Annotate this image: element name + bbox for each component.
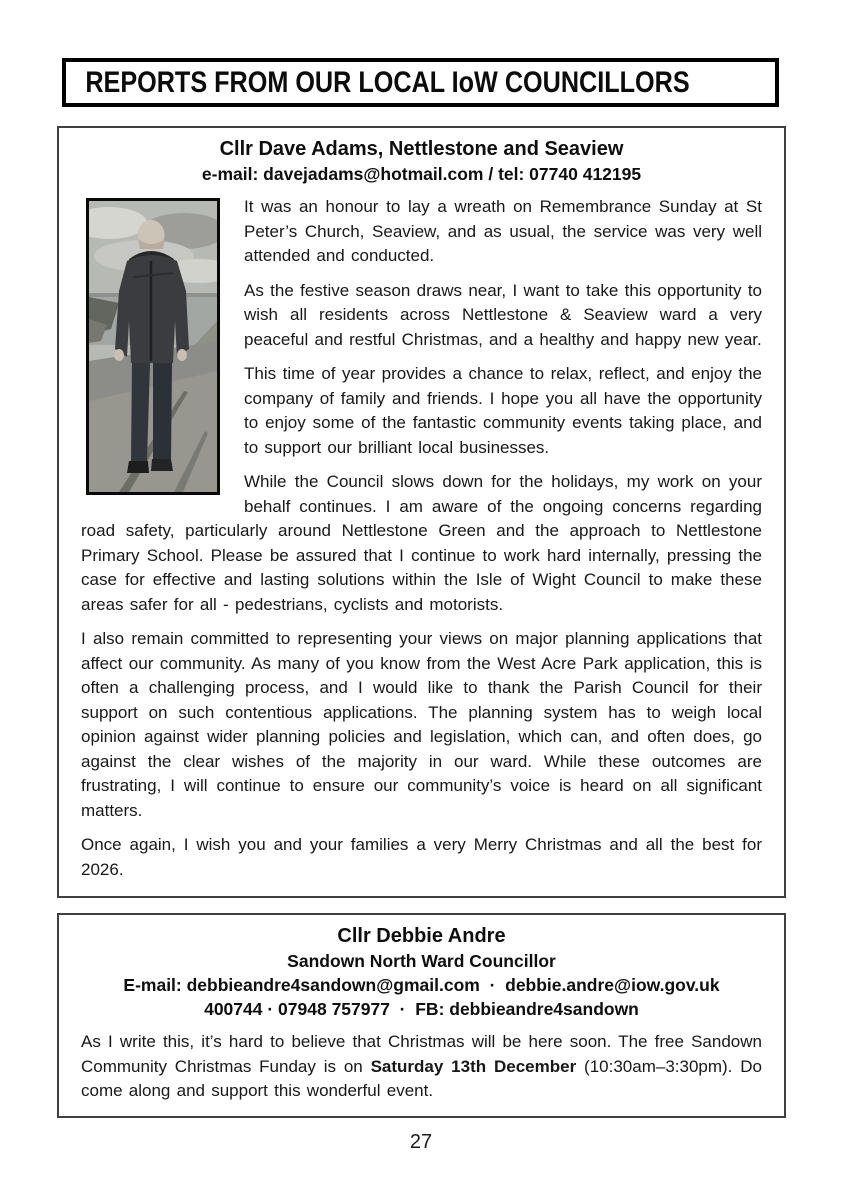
debbie-andre-heading: Cllr Debbie Andre (337, 925, 506, 947)
section-banner (62, 58, 779, 107)
debbie-andre-contact-phone: 400744 · 07948 757977 · FB: debbieandre4sandown (204, 999, 639, 1019)
debbie-andre-contact-email: E-mail: debbieandre4sandown@gmail.com · debbie.andre@iow.gov.uk (123, 975, 720, 995)
dave-paragraph-5: I also remain committed to representing your views on major planning applications that affect our community. As many of you know from the West Acre Park application, this is often a challenging process, and I would like to thank the Parish Council for their support on such contentious applications. The planning system has to weigh local opinion against wider planning policies and legislation, which can, and often does, go against the clear wishes of the majority in our ward. While these outcomes are frustrating, I will continue to ensure our community’s voice is heard on all significant matters. (81, 629, 762, 820)
councillor-photo (86, 198, 220, 495)
dave-adams-heading: Cllr Dave Adams, Nettlestone and Seaview (219, 138, 624, 160)
debbie-paragraph-bold-date: Saturday 13th December (370, 1056, 577, 1076)
dave-paragraph-3: This time of year provides a chance to relax, reflect, and enjoy the company of family and friends. I hope you all have the opportunity to enjoy some of the fantastic community events taking place, and to support our brilliant local businesses. (244, 364, 762, 457)
debbie-paragraph-pre: As I write this, it’s hard to believe that Christmas will be here soon. The free Sandown Community Christmas Funday is on (81, 1032, 762, 1076)
dave-paragraph-2: As the festive season draws near, I want to take this opportunity to wish all residents across Nettlestone & Seaview ward a very peaceful and restful Christmas, and a healthy and happy new year. (244, 280, 762, 349)
debbie-paragraph (81, 1030, 762, 1104)
section-banner-title: REPORTS FROM OUR LOCAL IoW COUNCILLORS (85, 65, 690, 99)
dave-paragraph-1: It was an honour to lay a wreath on Remembrance Sunday at St Peter’s Church, Seaview, and as usual, the service was very well attended and conducted. (244, 197, 762, 265)
dave-adams-contact-line: e-mail: davejadams@hotmail.com / tel: 07740 412195 (201, 164, 642, 184)
dave-paragraph-4: While the Council slows down for the holidays, my work on your behalf continues. I am aware of the ongoing concerns regarding road safety, particularly around Nettlestone Green and the approach to Nettlestone Primary School. Please be assured that I continue to work hard internally, pressing the case for effective and lasting solutions within the Isle of Wight Council to make these areas safer for all - pedestrians, cyclists and motorists. (81, 472, 762, 614)
page-number: 27 (409, 1130, 433, 1153)
debbie-paragraph-post: (10:30am–3:30pm). Do come along and support this wonderful event. (81, 1056, 762, 1100)
report-debbie-andre (57, 913, 786, 1118)
dave-paragraph-6: Once again, I wish you and your families a very Merry Christmas and all the best for 2026. (81, 835, 762, 879)
report-dave-adams (57, 126, 786, 898)
debbie-andre-subheading: Sandown North Ward Councillor (287, 951, 556, 971)
